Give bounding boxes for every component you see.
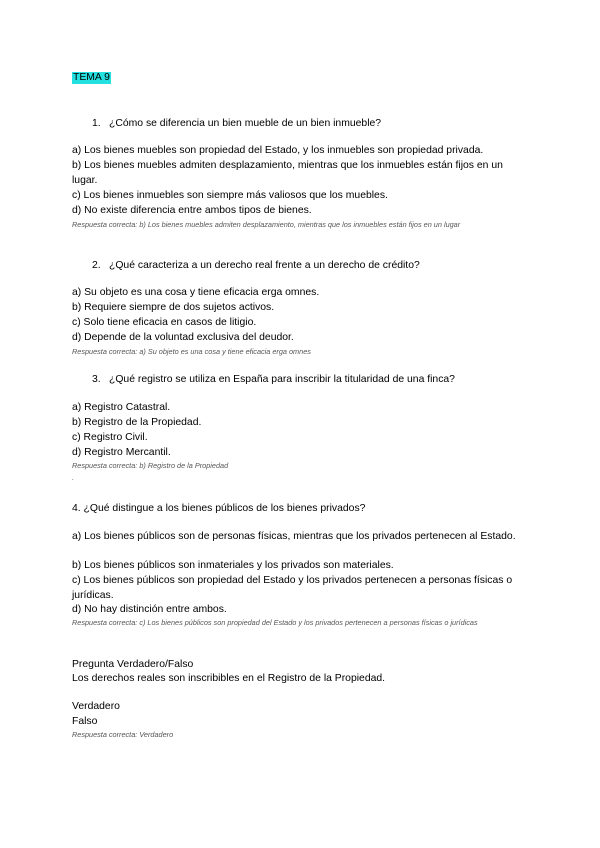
question-number: 3. <box>92 374 101 385</box>
question-number: 1. <box>92 118 101 129</box>
question-2-option-d: d) Depende de la voluntad exclusiva del deudor. <box>72 332 294 343</box>
question-4-option-d: d) No hay distinción entre ambos. <box>72 604 227 615</box>
question-1-option-a: a) Los bienes muebles son propiedad del Estado, y los inmuebles son propiedad privada. <box>72 145 484 156</box>
question-4-answer: Respuesta correcta: c) Los bienes públicos son propiedad del Estado y los privados pertenecen a personas físicas o jurídicas <box>72 618 478 627</box>
question-4-option-c: c) Los bienes públicos son propiedad del Estado y los privados pertenecen a personas físicas o jurídicas. <box>72 575 513 601</box>
page-title: TEMA 9 <box>73 72 110 83</box>
question-3-trailing-dot: . <box>72 473 75 482</box>
question-2-option-a: a) Su objeto es una cosa y tiene eficacia erga omnes. <box>72 287 320 298</box>
question-1-answer: Respuesta correcta: b) Los bienes muebles admiten desplazamiento, mientras que los inmuebles están fijos en un lugar <box>72 220 461 229</box>
question-2 <box>92 259 420 272</box>
true-false-statement: Los derechos reales son inscribibles en el Registro de la Propiedad. <box>72 673 386 684</box>
question-3-option-a: a) Registro Catastral. <box>72 402 171 413</box>
question-4-option-a: a) Los bienes públicos son de personas físicas, mientras que los privados pertenecen al Estado. <box>72 531 516 542</box>
false-option: Falso <box>72 716 98 727</box>
question-2-option-c: c) Solo tiene eficacia en casos de litigio. <box>72 317 257 328</box>
question-text: ¿Cómo se diferencia un bien mueble de un bien inmueble? <box>109 118 382 129</box>
question-number: 2. <box>92 260 101 271</box>
true-false-answer: Respuesta correcta: Verdadero <box>72 730 174 739</box>
question-1-option-d: d) No existe diferencia entre ambos tipos de bienes. <box>72 205 312 216</box>
question-text: ¿Qué caracteriza a un derecho real frente a un derecho de crédito? <box>109 260 420 271</box>
question-3 <box>92 373 455 386</box>
question-1-option-b: b) Los bienes muebles admiten desplazamiento, mientras que los inmuebles están fijos en un lugar. <box>72 160 503 186</box>
question-3-option-c: c) Registro Civil. <box>72 432 148 443</box>
question-text: ¿Qué registro se utiliza en España para inscribir la titularidad de una finca? <box>109 374 455 385</box>
question-3-option-b: b) Registro de la Propiedad. <box>72 417 202 428</box>
question-2-answer: Respuesta correcta: a) Su objeto es una cosa y tiene eficacia erga omnes <box>72 347 311 356</box>
question-1 <box>92 117 381 130</box>
question-4-option-b: b) Los bienes públicos son inmateriales y los privados son materiales. <box>72 560 394 571</box>
question-4: 4. ¿Qué distingue a los bienes públicos de los bienes privados? <box>72 503 366 514</box>
question-2-option-b: b) Requiere siempre de dos sujetos activos. <box>72 302 275 313</box>
true-option: Verdadero <box>72 701 120 712</box>
question-1-option-c: c) Los bienes inmuebles son siempre más valiosos que los muebles. <box>72 190 388 201</box>
question-3-answer: Respuesta correcta: b) Registro de la Propiedad <box>72 461 229 470</box>
true-false-heading: Pregunta Verdadero/Falso <box>72 659 194 670</box>
question-3-option-d: d) Registro Mercantil. <box>72 447 171 458</box>
